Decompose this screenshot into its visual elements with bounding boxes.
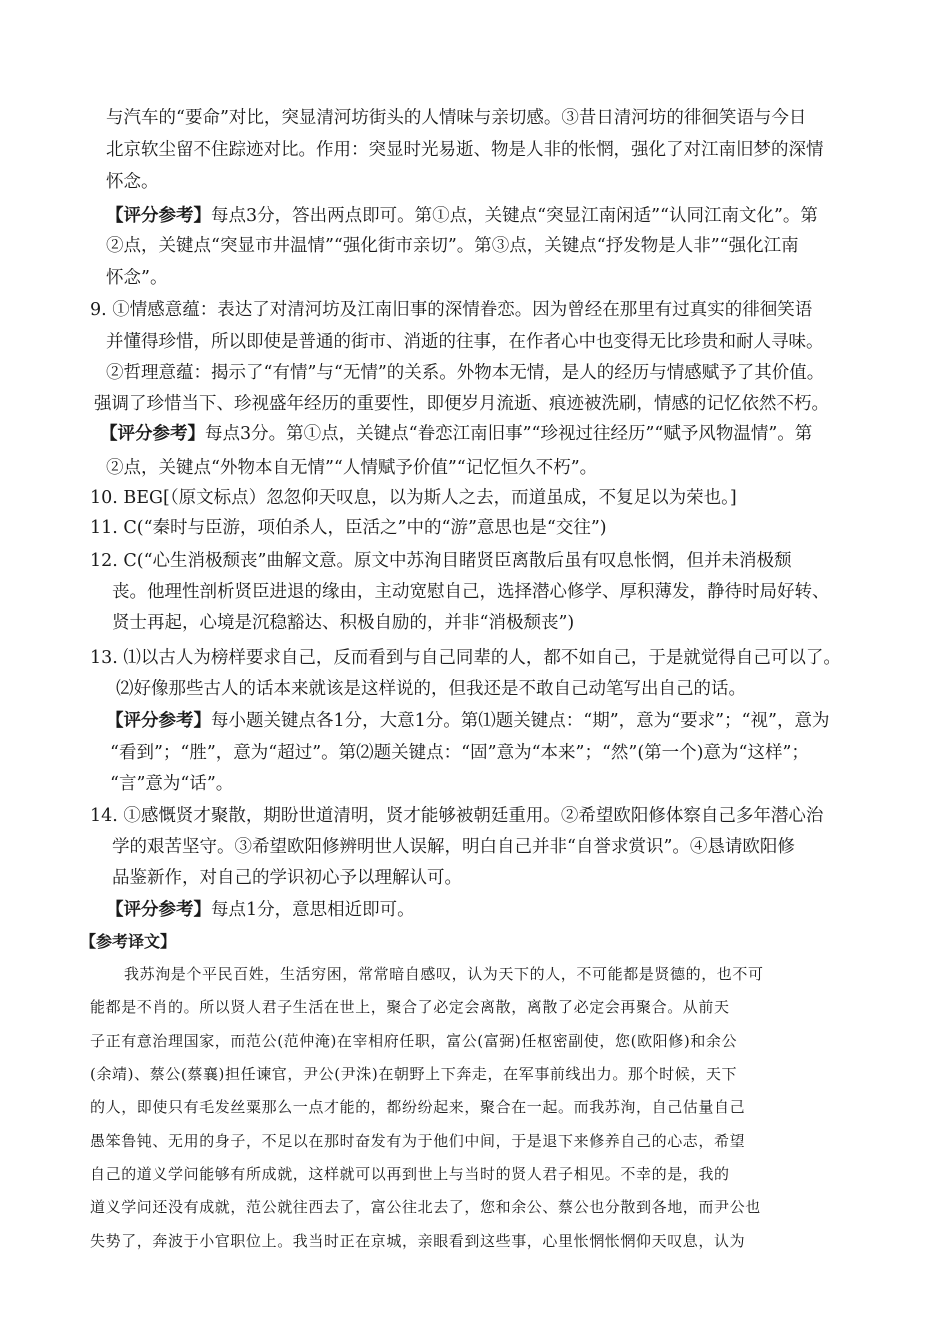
answer-9-line-1: 9. ①情感意蕴：表达了对清河坊及江南旧事的深情眷恋。因为曾经在那里有过真实的徘徊笑语 bbox=[90, 300, 813, 320]
translation-heading: 【参考译文】 bbox=[80, 932, 177, 951]
answer-9-line-2: 并懂得珍惜，所以即使是普通的街市、消逝的往事，在作者心中也变得无比珍贵和耐人寻味。 bbox=[106, 332, 824, 352]
answer-13-line-2: ⑵好像那些古人的话本来就该是这样说的，但我还是不敢自己动笔写出自己的话。 bbox=[116, 679, 746, 699]
scoring-reference-13-line-3: “言”意为“话”。 bbox=[110, 774, 234, 794]
answer-12-line-2: 丧。他理性剖析贤臣进退的缘由，主动宽慰自己，选择潜心修学、厚积薄发，静待时局好转、 bbox=[112, 582, 830, 602]
answer-14-line-2: 学的艰苦坚守。③希望欧阳修辨明世人误解，明白自己并非“自誉求赏识”。④恳请欧阳修 bbox=[112, 837, 795, 857]
scoring-reference-9-line-1: 【评分参考】每点3分。第①点，关键点“眷恋江南旧事”“珍视过往经历”“赋予风物温情”。第 bbox=[100, 424, 813, 444]
translation-line-8: 道义学问还没有成就，范公就往西去了，富公往北去了，您和余公、蔡公也分散到各地，而尹公也 bbox=[90, 1198, 761, 1216]
answer-14-line-1: 14. ①感慨贤才聚散，期盼世道清明，贤才能够被朝廷重用。②希望欧阳修体察自己多年潜心治 bbox=[90, 806, 824, 826]
translation-line-2: 能都是不肖的。所以贤人君子生活在世上，聚合了必定会离散，离散了必定会再聚合。从前天 bbox=[90, 998, 730, 1016]
scoring-reference-9-line-2: ②点，关键点“外物本自无情”“人情赋予价值”“记忆恒久不朽”。 bbox=[106, 458, 598, 478]
answer-13-line-1: 13. ⑴以古人为榜样要求自己，反而看到与自己同辈的人，都不如自己，于是就觉得自己可以了。 bbox=[90, 648, 841, 668]
answer-9-line-4: 强调了珍惜当下、珍视盛年经历的重要性，即便岁月流逝、痕迹被洗刷，情感的记忆依然不朽。 bbox=[94, 394, 829, 414]
answer-14-line-3: 品鉴新作，对自己的学识初心予以理解认可。 bbox=[112, 868, 462, 888]
answer-10: 10. BEG[（原文标点）忽忽仰天叹息，以为斯人之去，而道虽成，不复足以为荣也。] bbox=[90, 488, 737, 508]
scoring-reference-8-line-1: 【评分参考】每点3分，答出两点即可。第①点，关键点“突显江南闲适”“认同江南文化”。第 bbox=[106, 206, 818, 226]
translation-line-5: 的人，即使只有毛发丝粟那么一点才能的，都纷纷起来，聚合在一起。而我苏洵，自己估量自己 bbox=[90, 1098, 746, 1116]
answer-8-line-2: 北京软尘留不住踪迹对比。作用：突显时光易逝、物是人非的怅惘，强化了对江南旧梦的深情 bbox=[106, 140, 824, 160]
scoring-reference-label: 【评分参考】 bbox=[106, 206, 211, 226]
scoring-reference-label: 【评分参考】 bbox=[106, 711, 211, 731]
translation-line-6: 愚笨鲁钝、无用的身子，不足以在那时奋发有为于他们中间，于是退下来修养自己的心志，希望 bbox=[90, 1132, 746, 1150]
answer-8-line-1: 与汽车的“要命”对比，突显清河坊街头的人情味与亲切感。③昔日清河坊的徘徊笑语与今日 bbox=[106, 108, 807, 128]
answer-12-line-3: 贤士再起，心境是沉稳豁达、积极自励的，并非“消极颓丧”) bbox=[112, 613, 575, 633]
translation-line-3: 子正有意治理国家，而范公(范仲淹)在宰相府任职，富公(富弼)任枢密副使，您(欧阳修)和余公 bbox=[90, 1032, 738, 1050]
translation-line-7: 自己的道义学问能够有所成就，这样就可以再到世上与当时的贤人君子相见。不幸的是，我的 bbox=[90, 1165, 730, 1183]
translation-line-9: 失势了，奔波于小官职位上。我当时正在京城，亲眼看到这些事，心里怅惘怅惘仰天叹息，认为 bbox=[90, 1232, 746, 1250]
answer-12-line-1: 12. C(“心生消极颓丧”曲解文意。原文中苏洵目睹贤臣离散后虽有叹息怅惘，但并未消极颓 bbox=[90, 551, 792, 571]
translation-line-1: 我苏洵是个平民百姓，生活穷困，常常暗自感叹，认为天下的人，不可能都是贤德的，也不可 bbox=[124, 965, 764, 983]
answer-8-line-3: 怀念。 bbox=[106, 172, 159, 192]
scoring-reference-8-line-2: ②点，关键点“突显市井温情”“强化街市亲切”。第③点，关键点“抒发物是人非”“强化江南 bbox=[106, 236, 799, 256]
scoring-reference-8-line-3: 怀念”。 bbox=[106, 268, 168, 288]
answer-9-line-3: ②哲理意蕴：揭示了“有情”与“无情”的关系。外物本无情，是人的经历与情感赋予了其价值。 bbox=[106, 363, 825, 383]
scoring-reference-14: 【评分参考】每点1分，意思相近即可。 bbox=[106, 900, 415, 920]
answer-11: 11. C(“秦时与臣游，项伯杀人，臣活之”中的“游”意思也是“交往”) bbox=[90, 518, 607, 538]
scoring-reference-13-line-1: 【评分参考】每小题关键点各1分，大意1分。第⑴题关键点：“期”，意为“要求”；“视”，意为 bbox=[106, 711, 830, 731]
scoring-reference-13-line-2: “看到”；“胜”，意为“超过”。第⑵题关键点：“固”意为“本来”；“然”(第一个)意为“这样”； bbox=[110, 743, 809, 763]
scoring-reference-label: 【评分参考】 bbox=[100, 424, 205, 444]
scoring-reference-label: 【评分参考】 bbox=[106, 900, 211, 920]
translation-line-4: (余靖)、蔡公(蔡襄)担任谏官，尹公(尹洙)在朝野上下奔走，在军事前线出力。那个时候，天下 bbox=[90, 1065, 738, 1083]
